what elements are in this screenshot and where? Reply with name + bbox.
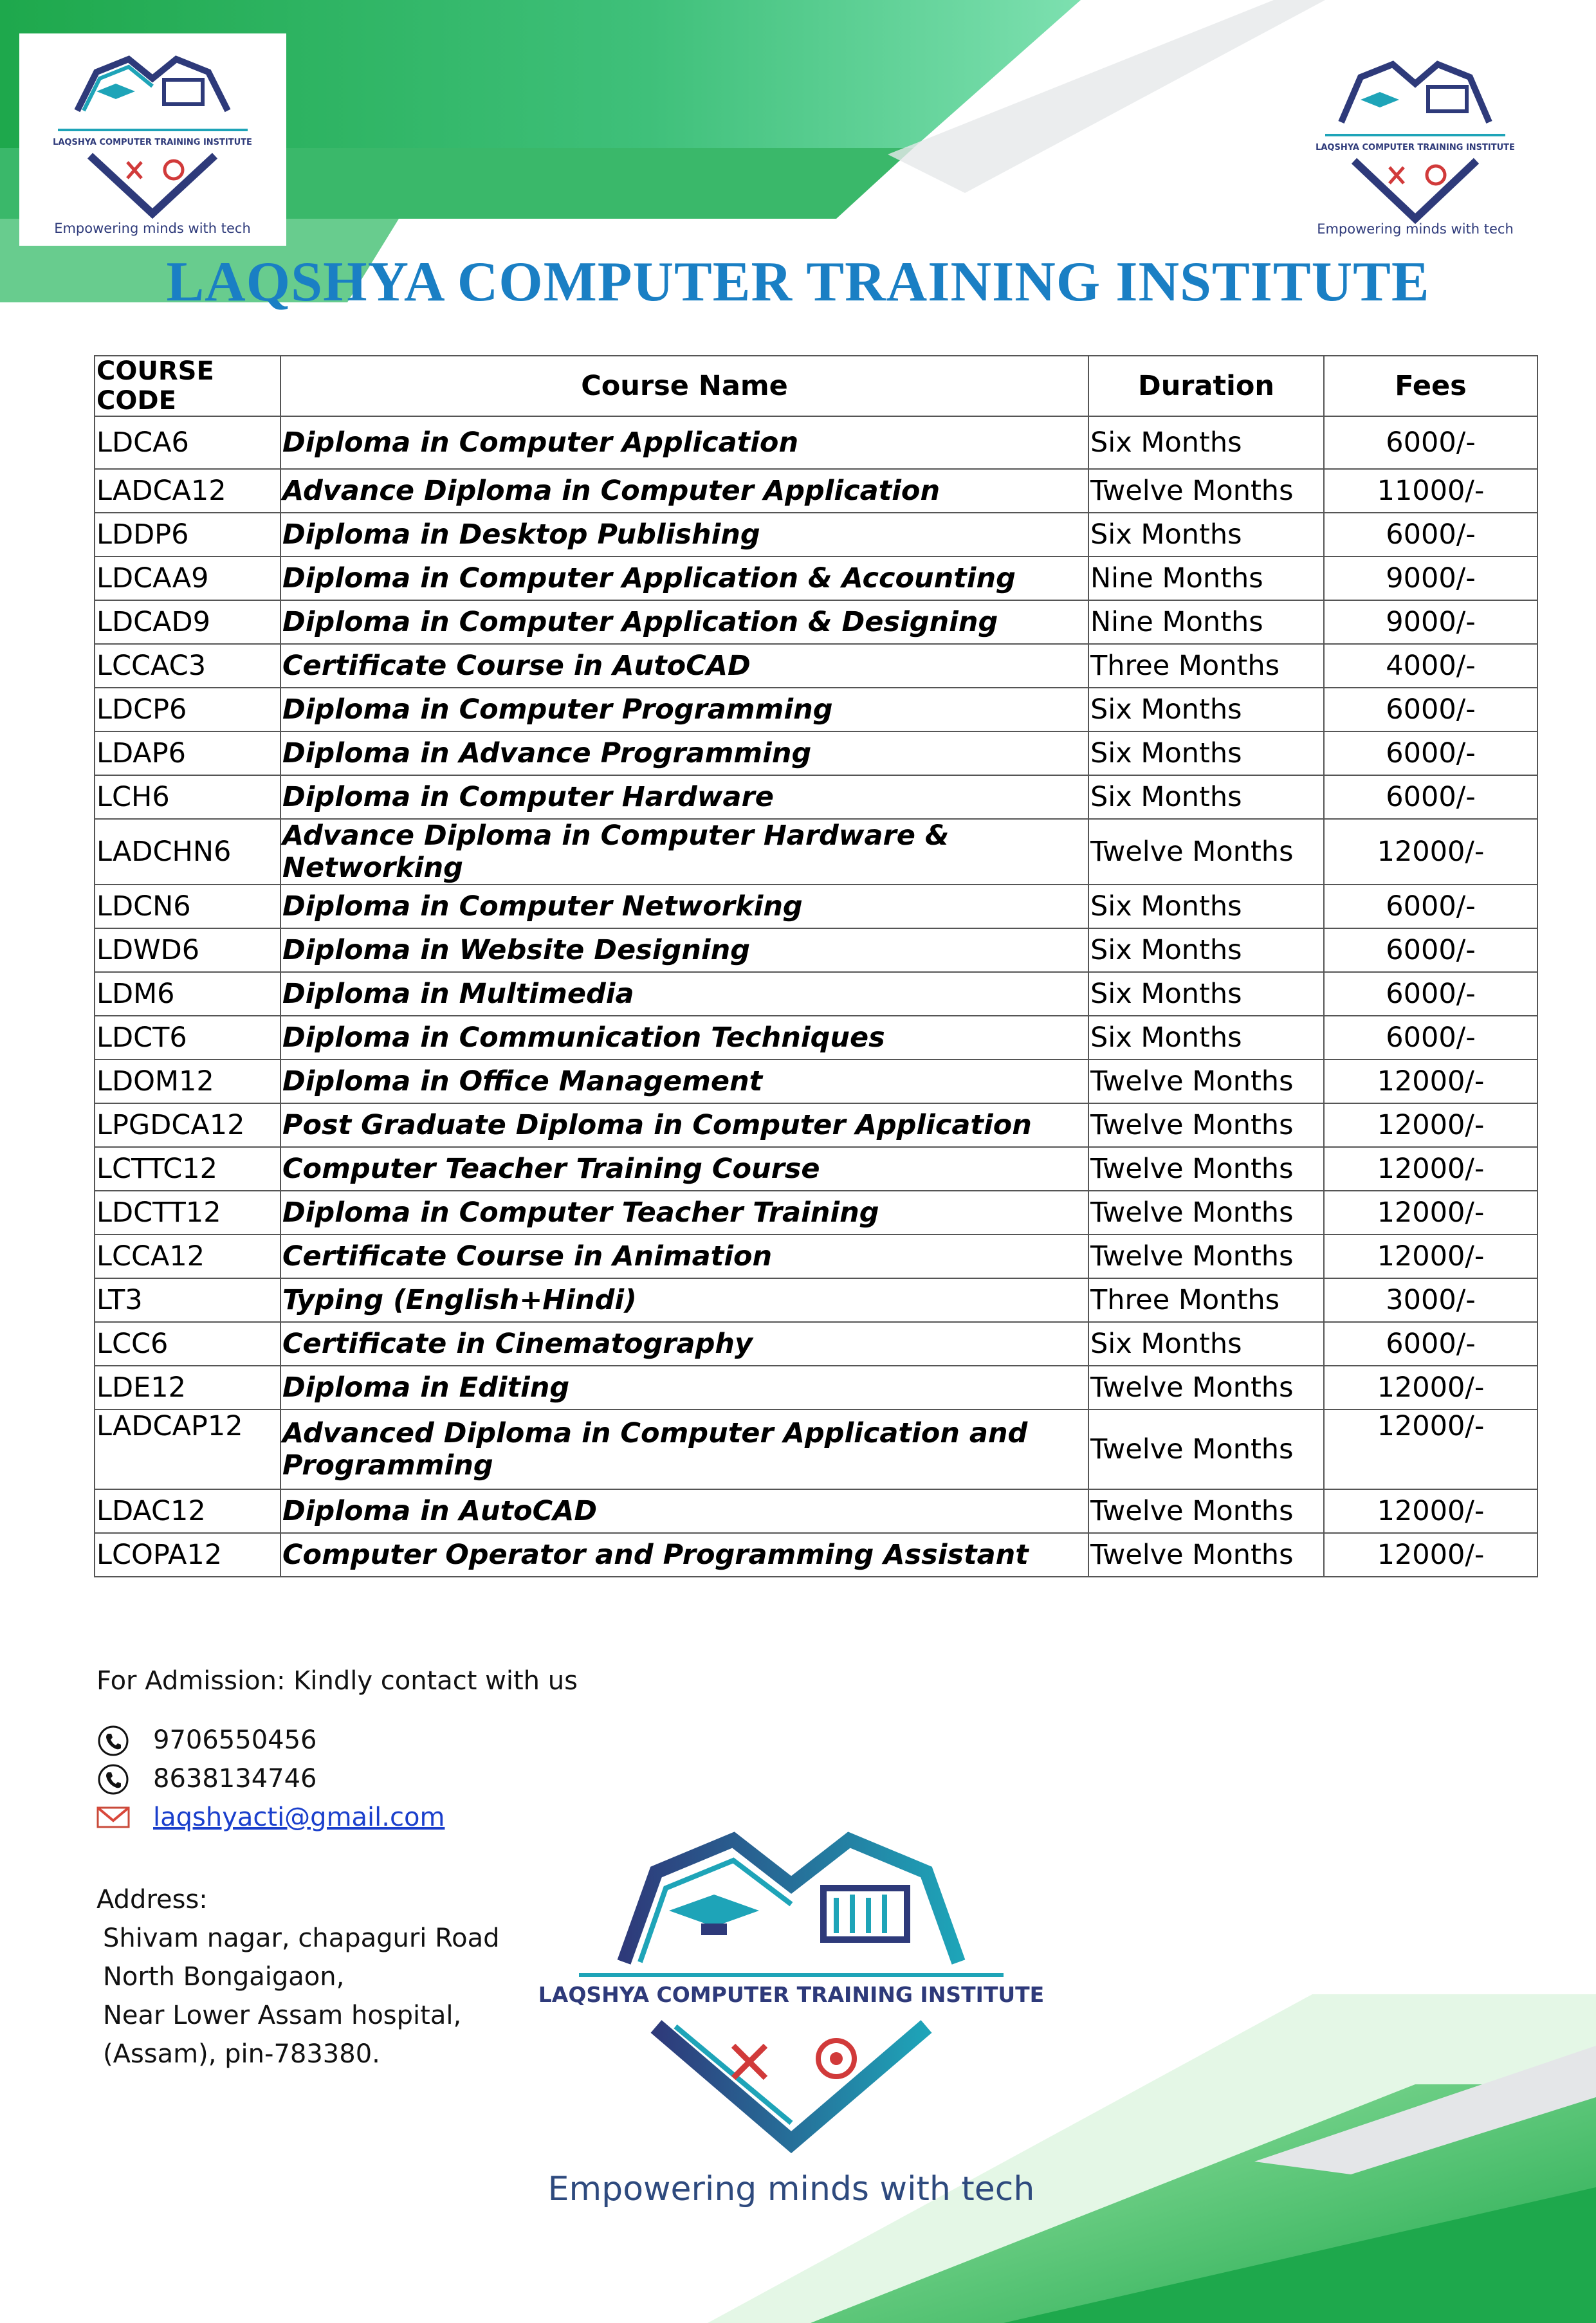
course-fees: 4000/- — [1324, 644, 1537, 688]
table-row — [95, 1191, 1537, 1235]
course-code: LDE12 — [95, 1366, 280, 1409]
course-code: LADCHN6 — [95, 819, 280, 885]
table-row — [95, 1533, 1537, 1577]
logo-name-text: LAQSHYA COMPUTER TRAINING INSTITUTE — [53, 138, 252, 147]
logo-tagline-text: Empowering minds with tech — [54, 221, 251, 236]
course-code: LDWD6 — [95, 928, 280, 972]
course-name: Diploma in Computer Networking — [280, 885, 1088, 928]
course-code: LCTTC12 — [95, 1147, 280, 1191]
course-code: LCCA12 — [95, 1235, 280, 1278]
course-fees: 12000/- — [1324, 1235, 1537, 1278]
course-fees: 6000/- — [1324, 1016, 1537, 1060]
course-duration: Twelve Months — [1088, 1103, 1324, 1147]
course-duration: Three Months — [1088, 644, 1324, 688]
phone-icon — [96, 1763, 130, 1796]
course-name: Advance Diploma in Computer Hardware & Networking — [280, 819, 1088, 885]
course-duration: Twelve Months — [1088, 1409, 1324, 1489]
course-code: LDCN6 — [95, 885, 280, 928]
course-code: LT3 — [95, 1278, 280, 1322]
address-line: (Assam), pin-783380. — [103, 2039, 380, 2069]
course-duration: Twelve Months — [1088, 1489, 1324, 1533]
course-name: Advanced Diploma in Computer Application and Programming — [280, 1409, 1088, 1489]
course-fees: 12000/- — [1324, 819, 1537, 885]
table-row — [95, 1278, 1537, 1322]
course-code: LDCTT12 — [95, 1191, 280, 1235]
course-name: Diploma in Advance Programming — [280, 731, 1088, 775]
header-duration: Duration — [1088, 356, 1324, 416]
course-code: LCCAC3 — [95, 644, 280, 688]
logo-tagline-text: Empowering minds with tech — [1317, 221, 1514, 237]
course-duration: Six Months — [1088, 1016, 1324, 1060]
table-row — [95, 1409, 1537, 1489]
course-code: LDDP6 — [95, 513, 280, 556]
course-duration: Six Months — [1088, 928, 1324, 972]
table-row — [95, 1060, 1537, 1103]
course-fees: 12000/- — [1324, 1409, 1537, 1489]
course-fees: 9000/- — [1324, 600, 1537, 644]
table-row — [95, 1016, 1537, 1060]
course-code: LCOPA12 — [95, 1533, 280, 1577]
course-fees: 12000/- — [1324, 1060, 1537, 1103]
course-duration: Twelve Months — [1088, 819, 1324, 885]
course-fees: 6000/- — [1324, 972, 1537, 1016]
course-fees: 12000/- — [1324, 1147, 1537, 1191]
course-duration: Twelve Months — [1088, 469, 1324, 513]
table-row — [95, 644, 1537, 688]
course-name: Diploma in AutoCAD — [280, 1489, 1088, 1533]
course-duration: Six Months — [1088, 885, 1324, 928]
table-row — [95, 1147, 1537, 1191]
course-name: Diploma in Communication Techniques — [280, 1016, 1088, 1060]
table-row — [95, 885, 1537, 928]
table-row — [95, 556, 1537, 600]
course-fees: 12000/- — [1324, 1533, 1537, 1577]
table-row — [95, 1235, 1537, 1278]
table-row — [95, 1366, 1537, 1409]
course-duration: Nine Months — [1088, 600, 1324, 644]
institute-logo-icon — [19, 33, 286, 246]
address-line: North Bongaigaon, — [103, 1962, 345, 1992]
address-line: Near Lower Assam hospital, — [103, 2001, 462, 2030]
course-code: LDCP6 — [95, 688, 280, 731]
course-code: LPGDCA12 — [95, 1103, 280, 1147]
course-name: Diploma in Computer Application — [280, 416, 1088, 469]
course-code: LDCAD9 — [95, 600, 280, 644]
page-title: LAQSHYA COMPUTER TRAINING INSTITUTE — [166, 251, 1430, 313]
course-table — [94, 355, 1538, 1577]
course-name: Diploma in Computer Teacher Training — [280, 1191, 1088, 1235]
logo-top-left — [19, 33, 286, 246]
course-code: LDOM12 — [95, 1060, 280, 1103]
course-fees: 9000/- — [1324, 556, 1537, 600]
table-row — [95, 928, 1537, 972]
mail-icon — [96, 1804, 130, 1830]
course-fees: 3000/- — [1324, 1278, 1537, 1322]
course-fees: 6000/- — [1324, 416, 1537, 469]
course-name: Certificate in Cinematography — [280, 1322, 1088, 1366]
course-name: Typing (English+Hindi) — [280, 1278, 1088, 1322]
course-name: Certificate Course in AutoCAD — [280, 644, 1088, 688]
table-row — [95, 416, 1537, 469]
course-fees: 12000/- — [1324, 1103, 1537, 1147]
course-name: Certificate Course in Animation — [280, 1235, 1088, 1278]
course-fees: 6000/- — [1324, 513, 1537, 556]
institute-logo-icon — [1287, 45, 1544, 251]
course-fees: 6000/- — [1324, 1322, 1537, 1366]
course-fees: 6000/- — [1324, 775, 1537, 819]
course-duration: Three Months — [1088, 1278, 1324, 1322]
course-duration: Twelve Months — [1088, 1191, 1324, 1235]
course-code: LDCA6 — [95, 416, 280, 469]
logo-tagline-text: Empowering minds with tech — [547, 2170, 1035, 2208]
table-header-row — [95, 356, 1537, 416]
institute-logo-icon — [527, 1808, 1055, 2226]
course-duration: Twelve Months — [1088, 1235, 1324, 1278]
course-duration: Six Months — [1088, 1322, 1324, 1366]
course-fees: 6000/- — [1324, 928, 1537, 972]
course-name: Advance Diploma in Computer Application — [280, 469, 1088, 513]
address-label: Address: — [96, 1885, 208, 1914]
admission-intro: For Admission: Kindly contact with us — [96, 1666, 578, 1696]
table-row — [95, 819, 1537, 885]
course-name: Diploma in Computer Programming — [280, 688, 1088, 731]
course-duration: Twelve Months — [1088, 1533, 1324, 1577]
header-fees: Fees — [1324, 356, 1537, 416]
course-name: Diploma in Computer Application & Designing — [280, 600, 1088, 644]
course-duration: Six Months — [1088, 416, 1324, 469]
course-name: Diploma in Website Designing — [280, 928, 1088, 972]
logo-name-text: LAQSHYA COMPUTER TRAINING INSTITUTE — [1316, 143, 1515, 152]
table-row — [95, 513, 1537, 556]
course-fees: 11000/- — [1324, 469, 1537, 513]
course-name: Diploma in Desktop Publishing — [280, 513, 1088, 556]
table-row — [95, 1489, 1537, 1533]
table-row — [95, 972, 1537, 1016]
course-duration: Twelve Months — [1088, 1366, 1324, 1409]
course-name: Diploma in Computer Application & Accounting — [280, 556, 1088, 600]
course-code: LCH6 — [95, 775, 280, 819]
phone-number-2[interactable]: 8638134746 — [153, 1764, 317, 1794]
course-fees: 12000/- — [1324, 1191, 1537, 1235]
course-name: Computer Teacher Training Course — [280, 1147, 1088, 1191]
course-name: Computer Operator and Programming Assistant — [280, 1533, 1088, 1577]
table-row — [95, 775, 1537, 819]
logo-top-right — [1287, 45, 1544, 251]
course-fees: 12000/- — [1324, 1489, 1537, 1533]
course-code: LDAC12 — [95, 1489, 280, 1533]
course-fees: 6000/- — [1324, 731, 1537, 775]
phone-icon — [96, 1724, 130, 1758]
course-code: LDM6 — [95, 972, 280, 1016]
course-duration: Six Months — [1088, 731, 1324, 775]
phone-number-1[interactable]: 9706550456 — [153, 1725, 317, 1755]
logo-large — [527, 1808, 1055, 2226]
logo-name-text: LAQSHYA COMPUTER TRAINING INSTITUTE — [538, 1982, 1045, 2007]
address-line: Shivam nagar, chapaguri Road — [103, 1924, 500, 1953]
header-course-name: Course Name — [280, 356, 1088, 416]
course-duration: Six Months — [1088, 775, 1324, 819]
course-duration: Twelve Months — [1088, 1060, 1324, 1103]
course-name: Diploma in Office Management — [280, 1060, 1088, 1103]
course-name: Diploma in Multimedia — [280, 972, 1088, 1016]
table-row — [95, 731, 1537, 775]
table-row — [95, 600, 1537, 644]
course-duration: Six Months — [1088, 972, 1324, 1016]
table-row — [95, 1322, 1537, 1366]
course-code: LADCAP12 — [95, 1409, 280, 1489]
course-duration: Twelve Months — [1088, 1147, 1324, 1191]
course-name: Diploma in Editing — [280, 1366, 1088, 1409]
course-fees: 6000/- — [1324, 885, 1537, 928]
course-fees: 6000/- — [1324, 688, 1537, 731]
course-fees: 12000/- — [1324, 1366, 1537, 1409]
course-duration: Nine Months — [1088, 556, 1324, 600]
course-code: LADCA12 — [95, 469, 280, 513]
course-name: Diploma in Computer Hardware — [280, 775, 1088, 819]
table-row — [95, 688, 1537, 731]
course-name: Post Graduate Diploma in Computer Application — [280, 1103, 1088, 1147]
course-code: LDCT6 — [95, 1016, 280, 1060]
course-code: LCC6 — [95, 1322, 280, 1366]
course-duration: Six Months — [1088, 513, 1324, 556]
course-code: LDCAA9 — [95, 556, 280, 600]
course-duration: Six Months — [1088, 688, 1324, 731]
table-row — [95, 469, 1537, 513]
email-link[interactable]: laqshyacti@gmail.com — [153, 1803, 445, 1832]
table-row — [95, 1103, 1537, 1147]
course-code: LDAP6 — [95, 731, 280, 775]
header-course-code: COURSE CODE — [95, 356, 280, 416]
